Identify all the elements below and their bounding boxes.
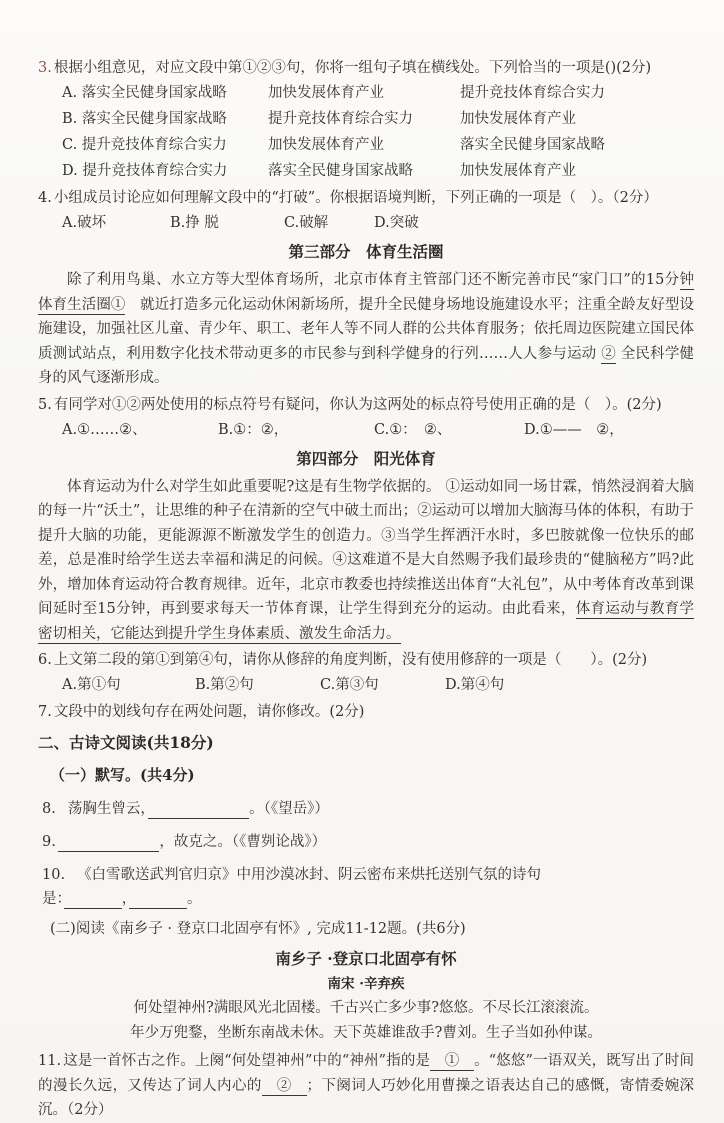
part4-heading: 第四部分 阳光体育	[296, 448, 436, 468]
question-6-options	[38, 672, 694, 698]
question-3-option-b: B. 落实全民健身国家战略 提升竞技体育综合实力 加快发展体育产业	[62, 111, 576, 127]
question-6-option-b: B.第②句	[195, 677, 254, 693]
question-6-stem: 6. 上文第二段的第①到第④句，请你从修辞的角度判断，没有使用修辞的一项是（ ）。(2分)	[38, 652, 648, 668]
question-6-option-a: A.第①句	[62, 677, 121, 693]
question-3-option-a: A. 落实全民健身国家战略 加快发展体育产业 提升竞技体育综合实力	[62, 85, 605, 101]
question-4-option-b: B.挣 脱	[170, 215, 219, 231]
question-6-option-d: D.第④句	[445, 677, 505, 693]
option-label: D.	[62, 163, 78, 179]
question-4-option-a: A.破坏	[62, 215, 107, 231]
poem-line-1: 何处望神州?满眼风光北固楼。千古兴亡多少事?悠悠。不尽长江滚滚流。	[133, 1000, 599, 1016]
part4-paragraph: 体育运动为什么对学生如此重要呢?这是有生物学依据的。 ①运动如同一场甘霖，悄然浸润着大脑的每一片“沃土”，让思维的种子在清新的空气中破土而出；②运动可以增加大脑海马体的体积，有助于提升大脑的功能，更能源源不断激发学生的创造力。③当学生挥洒汗水时，多巴胺就像一位快乐的邮差，总是准时给学生送去幸福和满足的问候。④这难道不是大自然赐予我们最珍贵的“健脑秘方”吗?此外，增加体育运动符合教育规律。近年，北京市教委也持续推送出体育“大礼包”，从中考体育改革到课间延时至15分钟，再到要求每天一节体育课，让学生得到充分的运动。由此看来，体育运动与教育学密切相关，它能达到提升学生身体素质、激发生命活力。	[38, 478, 695, 642]
question-3-stem: 3. 根据小组意见，对应文段中第①②③句，你将一组句子填在横线处。下列恰当的一项是()(2分)	[38, 60, 652, 76]
question-4-number: 4.	[38, 190, 52, 206]
section2-sub1-heading: （一）默写。(共4分)	[50, 766, 195, 784]
question-3-option-c: C. 提升竞技体育综合实力 加快发展体育产业 落实全民健身国家战略	[62, 137, 605, 153]
question-11-number: 11.	[38, 1053, 62, 1069]
question-9-number: 9.	[42, 834, 56, 850]
question-9: 9. ，故克之。（《曹刿论战》）	[42, 834, 327, 850]
poem-author: 南宋 ·辛弃疾	[327, 976, 405, 992]
question-5-option-d: D.①—— ②，	[524, 421, 624, 438]
question-4-option-d: D.突破	[374, 215, 419, 231]
question-10: 10. 《白雪歌送武判官归京》中用沙漠冰封、阴云密布来烘托送别气氛的诗句是： ， 。	[42, 867, 542, 907]
question-6-option-c: C.第③句	[320, 677, 379, 693]
question-5-option-c: C.①： ②、	[374, 421, 452, 438]
question-6-number: 6.	[38, 652, 52, 668]
question-5-stem: 5. 有同学对①②两处使用的标点符号有疑问，你认为这两处的标点符号使用正确的是（ ）。(2分)	[38, 396, 662, 413]
option-label: B.	[62, 111, 78, 127]
part3-heading: 第三部分 体育生活圈	[288, 242, 444, 261]
question-7: 7. 文段中的划线句存在两处问题，请你修改。(2分)	[38, 704, 365, 720]
question-4-options	[38, 210, 694, 236]
question-4-option-c: C.破解	[284, 215, 329, 231]
section2-sub2-heading: (二)阅读《南乡子 · 登京口北固亭有怀》, 完成11-12题。(共6分)	[50, 921, 466, 937]
question-4-stem: 4. 小组成员讨论应如何理解文段中的“打破”。你根据语境判断，下列正确的一项是（ ）。（2分）	[38, 190, 658, 206]
question-7-number: 7.	[38, 704, 52, 720]
question-11: 11. 这是一首怀古之作。上阕“何处望神州”中的“神州”指的是 ① 。“悠悠”一语双关，既写出了时间的漫长久远，又传达了词人内心的 ② ；下阕词人巧妙化用曹操之语表达自己的感慨，寄情委婉深沉。（2分）	[38, 1053, 695, 1118]
question-5-options	[38, 417, 694, 443]
question-3-option-d: D. 提升竞技体育综合实力 落实全民健身国家战略 加快发展体育产业	[62, 163, 576, 179]
part3-paragraph: 除了利用鸟巢、水立方等大型体育场所，北京市体育主管部门还不断完善市民“家门口”的15分钟体育生活圈① 就近打造多元化运动休闲新场所，提升全民健身场地设施建设水平；注重全龄友好型设施建设，加强社区儿童、青少年、职工、老年人等不同人群的公共体育服务；依托周边医院建立国民体质测试站点，利用数字化技术带动更多的市民参与到科学健身的行列……人人参与运动 ② 全民科学健身的风气逐渐形成。	[38, 272, 695, 386]
poem-line-2: 年少万兜鍪，坐断东南战未休。天下英雄谁敌手?曹刘。生子当如孙仲谋。	[130, 1025, 602, 1041]
section2-heading: 二、古诗文阅读(共18分)	[38, 733, 214, 752]
question-5-option-a: A.①……②、	[62, 421, 147, 438]
question-5-option-b: B.①：②，	[218, 421, 289, 438]
question-5-number: 5.	[38, 396, 52, 413]
option-label: A.	[62, 85, 78, 101]
question-8-number: 8.	[42, 801, 56, 817]
poem-title: 南乡子 ·登京口北固亭有怀	[275, 949, 457, 968]
question-8: 8. 荡胸生曾云， 。（《望岳》）	[42, 801, 329, 817]
question-10-number: 10.	[42, 867, 66, 883]
question-3-number: 3.	[38, 60, 52, 76]
option-label: C.	[62, 137, 78, 153]
